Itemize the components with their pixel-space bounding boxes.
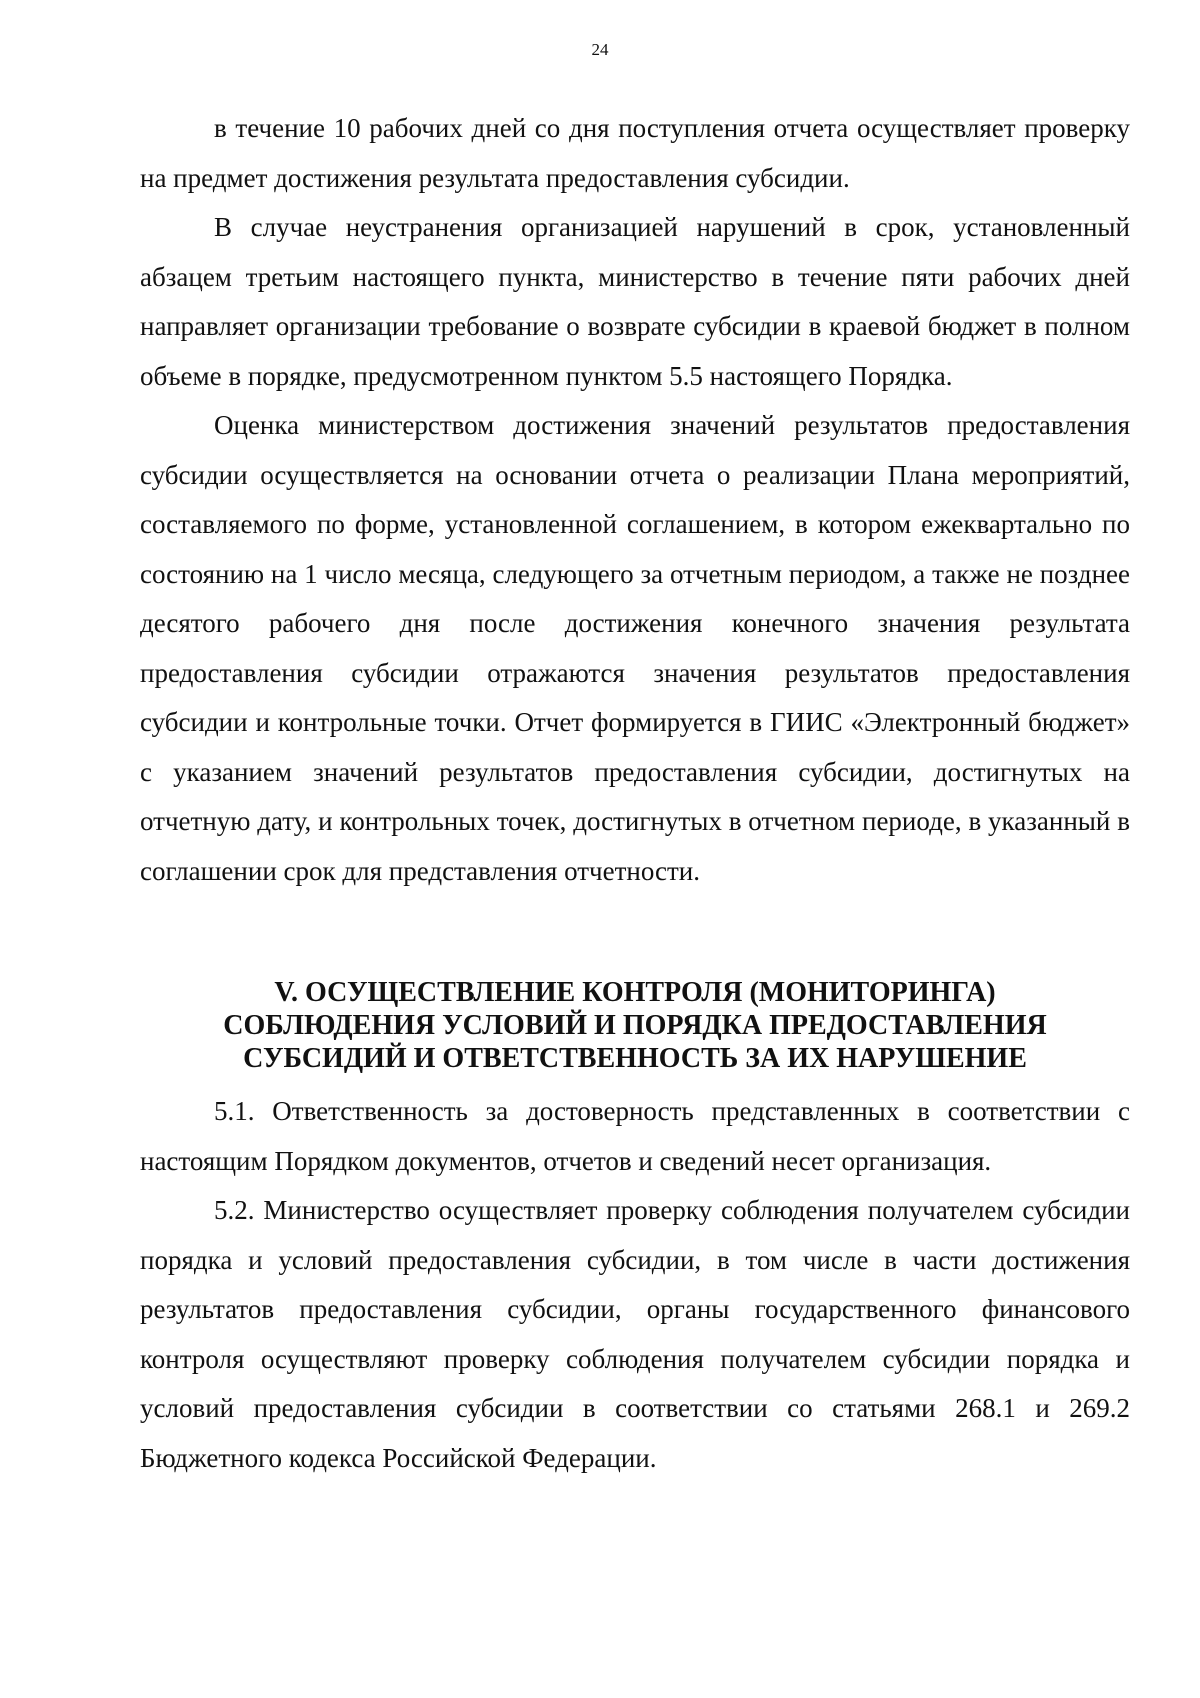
paragraph-5-1: 5.1. Ответственность за достоверность представленных в соответствии с настоящим Порядком документов, отчетов и сведений несет организация.	[140, 1096, 1130, 1176]
document-body	[140, 104, 1130, 1483]
paragraph-continuation: в течение 10 рабочих дней со дня поступления отчета осуществляет проверку на предмет достижения результата предоставления субсидии.	[140, 113, 1130, 193]
section-heading	[140, 976, 1130, 1075]
page-number: 24	[591, 40, 609, 59]
section-heading-line: СУБСИДИЙ И ОТВЕТСТВЕННОСТЬ ЗА ИХ НАРУШЕНИЕ	[243, 1043, 1027, 1074]
paragraph-5-2: 5.2. Министерство осуществляет проверку соблюдения получателем субсидии порядка и условий предоставления субсидии, в том числе в части достижения результатов предоставления субсидии, органы государственного финансового контроля осуществляют проверку соблюдения получателем субсидии порядка и условий предоставления субсидии в соответствии со статьями 268.1 и 269.2 Бюджетного кодекса Российской Федерации.	[140, 1195, 1130, 1473]
section-heading-line: СОБЛЮДЕНИЯ УСЛОВИЙ И ПОРЯДКА ПРЕДОСТАВЛЕНИЯ	[223, 1010, 1047, 1041]
paragraph-violation-refund: В случае неустранения организацией нарушений в срок, установленный абзацем третьим настоящего пункта, министерство в течение пяти рабочих дней направляет организации требование о возврате субсидии в краевой бюджет в полном объеме в порядке, предусмотренном пунктом 5.5 настоящего Порядка.	[140, 212, 1130, 391]
paragraph-results-assessment: Оценка министерством достижения значений результатов предоставления субсидии осуществляется на основании отчета о реализации Плана мероприятий, составляемого по форме, установленной соглашением, в котором ежеквартально по состоянию на 1 число месяца, следующего за отчетным периодом, а также не позднее десятого рабочего дня после достижения конечного значения результата предоставления субсидии отражаются значения результатов предоставления субсидии и контрольные точки. Отчет формируется в ГИИС «Электронный бюджет» с указанием значений результатов предоставления субсидии, достигнутых на отчетную дату, и контрольных точек, достигнутых в отчетном периоде, в указанный в соглашении срок для представления отчетности.	[140, 410, 1130, 886]
section-heading-line: V. ОСУЩЕСТВЛЕНИЕ КОНТРОЛЯ (МОНИТОРИНГА)	[274, 977, 996, 1008]
